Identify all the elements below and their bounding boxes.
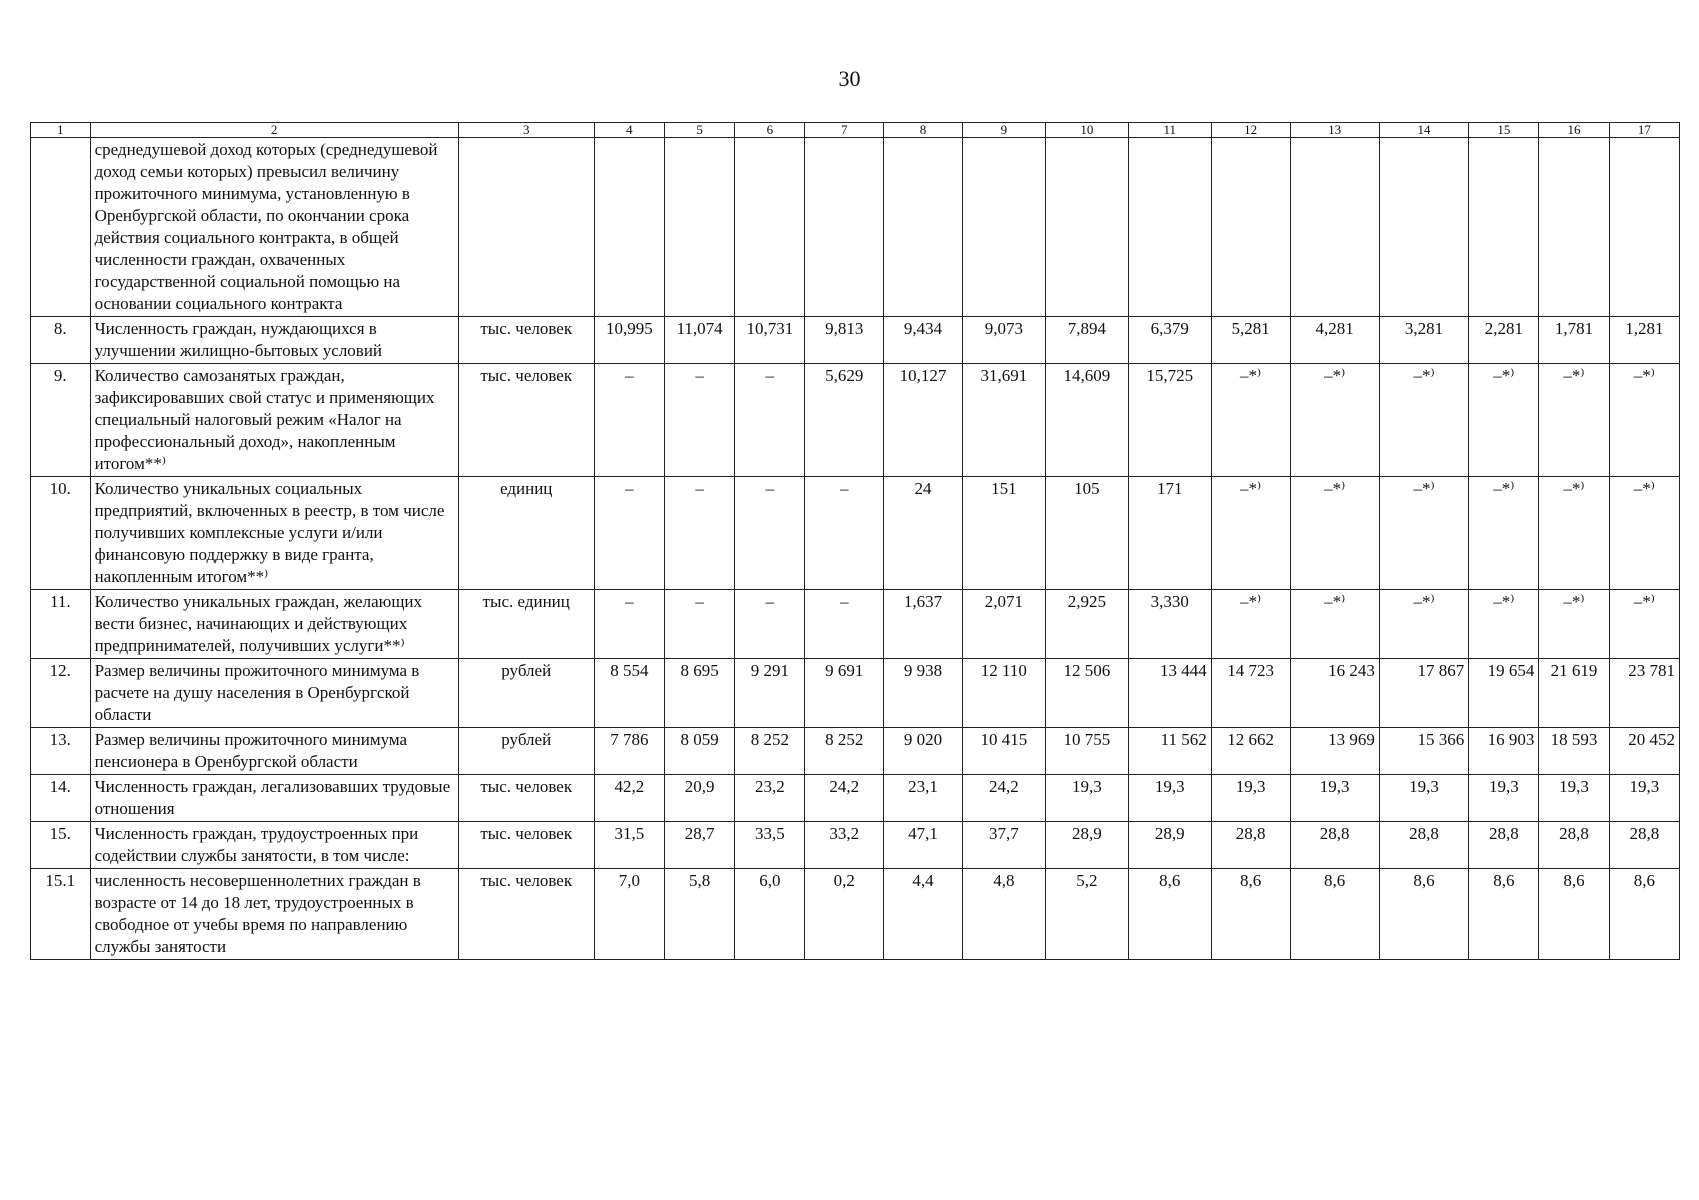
indicator-value: – xyxy=(735,477,805,590)
indicator-value: – xyxy=(805,590,884,659)
indicator-value: 2,281 xyxy=(1469,317,1539,364)
indicator-value: 20 452 xyxy=(1609,728,1679,775)
indicator-value: – xyxy=(735,590,805,659)
indicator-value: 8 252 xyxy=(735,728,805,775)
header-col: 8 xyxy=(884,123,963,138)
indicator-value: 7 786 xyxy=(594,728,664,775)
indicator-value: –*⁾ xyxy=(1539,477,1609,590)
header-col: 13 xyxy=(1290,123,1379,138)
indicator-description: Количество уникальных граждан, желающих вести бизнес, начинающих и действующих предпринимателей, получивших услуги**⁾ xyxy=(90,590,458,659)
indicator-value: 47,1 xyxy=(884,822,963,869)
indicator-value xyxy=(1211,138,1290,317)
row-number: 14. xyxy=(31,775,91,822)
indicator-value: –*⁾ xyxy=(1290,364,1379,477)
indicator-value: 2,925 xyxy=(1045,590,1128,659)
indicator-value: 28,9 xyxy=(1045,822,1128,869)
header-col: 12 xyxy=(1211,123,1290,138)
indicator-description: Численность граждан, нуждающихся в улучшении жилищно-бытовых условий xyxy=(90,317,458,364)
indicator-value: 31,5 xyxy=(594,822,664,869)
indicator-value: 10,127 xyxy=(884,364,963,477)
header-col: 2 xyxy=(90,123,458,138)
unit-of-measure: рублей xyxy=(458,659,594,728)
indicator-value: –*⁾ xyxy=(1469,477,1539,590)
indicator-value: 0,2 xyxy=(805,869,884,960)
indicator-value: 14,609 xyxy=(1045,364,1128,477)
indicator-value: –*⁾ xyxy=(1379,477,1468,590)
unit-of-measure: единиц xyxy=(458,477,594,590)
header-col: 6 xyxy=(735,123,805,138)
column-number-header xyxy=(31,123,1680,138)
indicator-value: 3,281 xyxy=(1379,317,1468,364)
indicator-value: 8 059 xyxy=(665,728,735,775)
indicator-value: 14 723 xyxy=(1211,659,1290,728)
indicator-value: –*⁾ xyxy=(1469,364,1539,477)
indicator-value: 3,330 xyxy=(1128,590,1211,659)
unit-of-measure: рублей xyxy=(458,728,594,775)
indicator-value: 105 xyxy=(1045,477,1128,590)
indicator-value xyxy=(1539,138,1609,317)
indicator-value: – xyxy=(735,364,805,477)
indicator-value: 37,7 xyxy=(962,822,1045,869)
indicator-value xyxy=(1609,138,1679,317)
table-row xyxy=(31,869,1680,960)
indicator-value: –*⁾ xyxy=(1469,590,1539,659)
indicator-value: 16 903 xyxy=(1469,728,1539,775)
header-col: 5 xyxy=(665,123,735,138)
indicator-value: 19 654 xyxy=(1469,659,1539,728)
header-col: 7 xyxy=(805,123,884,138)
indicator-value xyxy=(735,138,805,317)
indicator-value: 19,3 xyxy=(1539,775,1609,822)
indicator-value: –*⁾ xyxy=(1539,364,1609,477)
row-number xyxy=(31,138,91,317)
indicator-value: 8,6 xyxy=(1609,869,1679,960)
indicator-value: 19,3 xyxy=(1609,775,1679,822)
indicator-value: 28,8 xyxy=(1539,822,1609,869)
indicator-description: Количество самозанятых граждан, зафиксировавших свой статус и применяющих специальный налоговый режим «Налог на профессиональный доход», накопленным итогом**⁾ xyxy=(90,364,458,477)
indicator-value: 8,6 xyxy=(1128,869,1211,960)
indicator-value: 8 554 xyxy=(594,659,664,728)
indicator-value: 8,6 xyxy=(1379,869,1468,960)
indicator-value: 8 252 xyxy=(805,728,884,775)
indicator-value xyxy=(962,138,1045,317)
indicator-value: –*⁾ xyxy=(1211,590,1290,659)
indicator-value: 4,8 xyxy=(962,869,1045,960)
indicator-value: –*⁾ xyxy=(1539,590,1609,659)
indicator-value: 28,9 xyxy=(1128,822,1211,869)
indicator-value: 6,0 xyxy=(735,869,805,960)
table-row xyxy=(31,364,1680,477)
indicator-value: 20,9 xyxy=(665,775,735,822)
indicator-value: 2,071 xyxy=(962,590,1045,659)
indicator-value: 24 xyxy=(884,477,963,590)
indicator-value: 28,8 xyxy=(1211,822,1290,869)
indicator-value: 7,0 xyxy=(594,869,664,960)
indicator-value: 28,8 xyxy=(1469,822,1539,869)
header-col: 1 xyxy=(31,123,91,138)
indicators-table xyxy=(30,122,1680,960)
indicator-value: 13 969 xyxy=(1290,728,1379,775)
indicator-value: 8 695 xyxy=(665,659,735,728)
table-row xyxy=(31,138,1680,317)
indicator-value: 19,3 xyxy=(1211,775,1290,822)
row-number: 12. xyxy=(31,659,91,728)
indicator-value: 28,8 xyxy=(1379,822,1468,869)
indicator-value: –*⁾ xyxy=(1290,590,1379,659)
indicator-description: Размер величины прожиточного минимума в расчете на душу населения в Оренбургской области xyxy=(90,659,458,728)
indicator-value: 151 xyxy=(962,477,1045,590)
indicator-value: –*⁾ xyxy=(1379,590,1468,659)
indicator-value: 12 662 xyxy=(1211,728,1290,775)
indicator-value xyxy=(1045,138,1128,317)
indicator-value: – xyxy=(594,364,664,477)
indicator-value: –*⁾ xyxy=(1609,477,1679,590)
indicator-value: 6,379 xyxy=(1128,317,1211,364)
indicator-value: – xyxy=(665,364,735,477)
indicator-value: –*⁾ xyxy=(1290,477,1379,590)
table-row xyxy=(31,317,1680,364)
indicator-value: 33,2 xyxy=(805,822,884,869)
indicator-value: –*⁾ xyxy=(1211,364,1290,477)
indicator-value: – xyxy=(805,477,884,590)
indicator-value: 1,781 xyxy=(1539,317,1609,364)
indicator-value: 1,637 xyxy=(884,590,963,659)
header-col: 3 xyxy=(458,123,594,138)
indicator-value: –*⁾ xyxy=(1609,590,1679,659)
indicator-value: 171 xyxy=(1128,477,1211,590)
indicator-value: 9,073 xyxy=(962,317,1045,364)
indicator-value: 4,4 xyxy=(884,869,963,960)
indicator-value xyxy=(1128,138,1211,317)
indicator-value: 5,629 xyxy=(805,364,884,477)
indicator-value xyxy=(1469,138,1539,317)
indicator-value: – xyxy=(594,590,664,659)
unit-of-measure: тыс. единиц xyxy=(458,590,594,659)
indicator-value xyxy=(1379,138,1468,317)
indicator-description: Численность граждан, трудоустроенных при содействии службы занятости, в том числе: xyxy=(90,822,458,869)
indicator-value: 19,3 xyxy=(1128,775,1211,822)
indicator-value: 9 020 xyxy=(884,728,963,775)
indicator-value: – xyxy=(665,590,735,659)
table-row xyxy=(31,775,1680,822)
indicator-value: 23,1 xyxy=(884,775,963,822)
indicator-value: 24,2 xyxy=(805,775,884,822)
indicator-value: 8,6 xyxy=(1539,869,1609,960)
row-number: 8. xyxy=(31,317,91,364)
indicator-value: 1,281 xyxy=(1609,317,1679,364)
header-col: 15 xyxy=(1469,123,1539,138)
indicator-value: 33,5 xyxy=(735,822,805,869)
unit-of-measure: тыс. человек xyxy=(458,869,594,960)
header-col: 17 xyxy=(1609,123,1679,138)
indicator-value: 12 506 xyxy=(1045,659,1128,728)
table-row xyxy=(31,659,1680,728)
unit-of-measure xyxy=(458,138,594,317)
indicator-value: 19,3 xyxy=(1469,775,1539,822)
indicator-value xyxy=(594,138,664,317)
indicator-description: среднедушевой доход которых (среднедушевой доход семьи которых) превысил величину прожиточного минимума, установленную в Оренбургской области, по окончании срока действия социального контракта, в общей численности граждан, охваченных государственной социальной помощью на основании социального контракта xyxy=(90,138,458,317)
indicator-value: 19,3 xyxy=(1290,775,1379,822)
row-number: 11. xyxy=(31,590,91,659)
table-row xyxy=(31,822,1680,869)
indicator-value: 5,2 xyxy=(1045,869,1128,960)
page-number: 30 xyxy=(838,66,861,91)
indicator-value: 12 110 xyxy=(962,659,1045,728)
unit-of-measure: тыс. человек xyxy=(458,822,594,869)
header-col: 4 xyxy=(594,123,664,138)
indicator-value xyxy=(665,138,735,317)
row-number: 10. xyxy=(31,477,91,590)
indicator-value: 17 867 xyxy=(1379,659,1468,728)
indicator-value: 9 691 xyxy=(805,659,884,728)
indicator-value: 19,3 xyxy=(1379,775,1468,822)
indicator-value: 9 938 xyxy=(884,659,963,728)
indicator-value: –*⁾ xyxy=(1379,364,1468,477)
indicator-value xyxy=(805,138,884,317)
indicator-value: 5,8 xyxy=(665,869,735,960)
indicator-value: 21 619 xyxy=(1539,659,1609,728)
indicator-value: 10 415 xyxy=(962,728,1045,775)
indicator-value: 23,2 xyxy=(735,775,805,822)
indicator-value: – xyxy=(594,477,664,590)
indicator-value: – xyxy=(665,477,735,590)
indicator-value: –*⁾ xyxy=(1211,477,1290,590)
table-row xyxy=(31,728,1680,775)
row-number: 13. xyxy=(31,728,91,775)
indicator-value xyxy=(884,138,963,317)
indicator-value: 7,894 xyxy=(1045,317,1128,364)
indicator-value: 11,074 xyxy=(665,317,735,364)
indicator-value: 11 562 xyxy=(1128,728,1211,775)
indicator-value: 4,281 xyxy=(1290,317,1379,364)
indicator-value: 24,2 xyxy=(962,775,1045,822)
indicator-value xyxy=(1290,138,1379,317)
header-col: 16 xyxy=(1539,123,1609,138)
unit-of-measure: тыс. человек xyxy=(458,775,594,822)
indicator-description: численность несовершеннолетних граждан в возрасте от 14 до 18 лет, трудоустроенных в свободное от учебы время по направлению службы занятости xyxy=(90,869,458,960)
unit-of-measure: тыс. человек xyxy=(458,364,594,477)
row-number: 15. xyxy=(31,822,91,869)
indicator-value: 13 444 xyxy=(1128,659,1211,728)
indicator-value: 23 781 xyxy=(1609,659,1679,728)
indicator-value: 16 243 xyxy=(1290,659,1379,728)
indicator-value: 15 366 xyxy=(1379,728,1468,775)
row-number: 9. xyxy=(31,364,91,477)
indicator-value: 15,725 xyxy=(1128,364,1211,477)
indicator-value: 19,3 xyxy=(1045,775,1128,822)
indicator-value: 42,2 xyxy=(594,775,664,822)
indicator-description: Количество уникальных социальных предприятий, включенных в реестр, в том числе получивших комплексные услуги и/или финансовую поддержку в виде гранта, накопленным итогом**⁾ xyxy=(90,477,458,590)
header-col: 10 xyxy=(1045,123,1128,138)
header-col: 14 xyxy=(1379,123,1468,138)
indicator-value: 9,434 xyxy=(884,317,963,364)
header-col: 11 xyxy=(1128,123,1211,138)
indicator-value: 9 291 xyxy=(735,659,805,728)
header-col: 9 xyxy=(962,123,1045,138)
indicator-value: 9,813 xyxy=(805,317,884,364)
indicator-description: Численность граждан, легализовавших трудовые отношения xyxy=(90,775,458,822)
indicator-value: 31,691 xyxy=(962,364,1045,477)
indicator-value: 8,6 xyxy=(1211,869,1290,960)
indicator-value: 5,281 xyxy=(1211,317,1290,364)
indicator-value: 10 755 xyxy=(1045,728,1128,775)
indicator-value: 10,995 xyxy=(594,317,664,364)
indicator-value: 10,731 xyxy=(735,317,805,364)
indicator-value: 18 593 xyxy=(1539,728,1609,775)
indicator-value: 28,8 xyxy=(1609,822,1679,869)
indicator-value: 8,6 xyxy=(1290,869,1379,960)
indicator-value: 28,8 xyxy=(1290,822,1379,869)
indicator-description: Размер величины прожиточного минимума пенсионера в Оренбургской области xyxy=(90,728,458,775)
indicator-value: –*⁾ xyxy=(1609,364,1679,477)
indicator-value: 28,7 xyxy=(665,822,735,869)
table-row xyxy=(31,590,1680,659)
table-row xyxy=(31,477,1680,590)
unit-of-measure: тыс. человек xyxy=(458,317,594,364)
indicator-value: 8,6 xyxy=(1469,869,1539,960)
row-number: 15.1 xyxy=(31,869,91,960)
